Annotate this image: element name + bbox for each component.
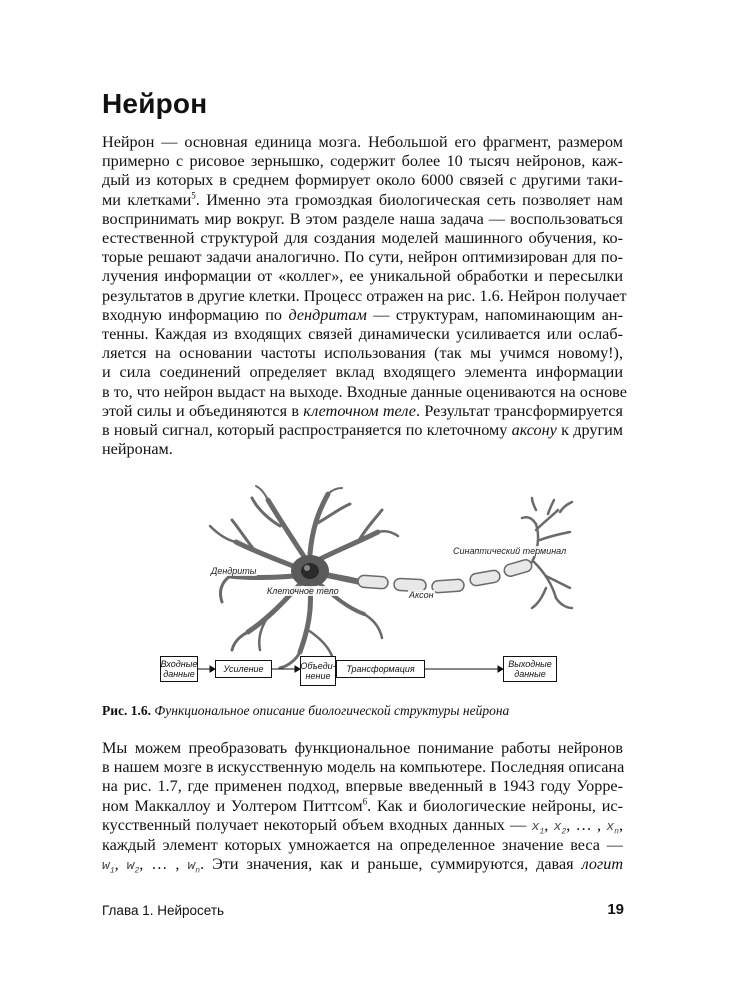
text-line: в нашем мозге в искусственную модель на компьютере. Последняя описана [102, 758, 625, 777]
text-line: дый из которых в среднем формирует около 6000 связей с другими таки- [102, 171, 623, 190]
text-line: $w_1$, $w_2$, … , $w_n$. Эти значения, как и раньше, суммируются, давая логит [102, 855, 624, 876]
text-line: лучения информации от «коллег», ее уникальной обработки и пересылки [102, 267, 623, 286]
neuron-figure [160, 480, 585, 690]
var-x2: $x_2$ [553, 818, 567, 837]
label-synaptic-terminal: Синаптический терминал [453, 546, 567, 556]
body-paragraph-1 [102, 133, 627, 459]
flow-output-box: Выходные данные [503, 656, 557, 682]
text-line: Мы можем преобразовать функциональное понимание работы нейронов [102, 739, 623, 757]
var-w1: $w_1$ [102, 858, 115, 876]
text-line: входную информацию по дендритам — структурам, напоминающим ан- [102, 305, 623, 324]
footnote-ref-5[interactable]: 5 [191, 190, 196, 201]
text-line: воспринимать мир вокруг. В этом разделе наша задача — воспользоваться [102, 209, 623, 228]
var-x1: $x_1$ [531, 818, 545, 837]
flow-amplification-box: Усиление [215, 660, 272, 678]
text-line: ляется на основании частоты использования (так мы учимся новому!), [102, 344, 623, 363]
var-xn: $x_n$ [606, 818, 619, 837]
flow-combination-box: Объеди-нение [300, 656, 336, 686]
caption-text: Функциональное описание биологической структуры нейрона [154, 703, 510, 718]
text-line: каждый элемент которых умножается на определенное значение веса — [102, 836, 623, 855]
text-line: результатов в другие клетки. Процесс отражен на рис. 1.6. Нейрон получает [102, 286, 627, 305]
text-line: тенны. Каждая из входящих связей динамически усиливается или ослаб- [102, 325, 623, 344]
text-line: ном Маккаллоу и Уолтером Питтсом$^6$. Как и биологические нейроны, ис- [102, 796, 624, 815]
text-line: примерно с рисовое зернышко, содержит более 10 тысяч нейронов, каж- [102, 152, 623, 171]
text-line: на рис. 1.7, где применен подход, впервые введенный в 1943 году Уорре- [102, 777, 623, 796]
footnote-ref-6[interactable]: 6 [362, 796, 368, 807]
page-number: 19 [607, 901, 624, 918]
text-line: нейронам. [102, 440, 173, 459]
running-footer-chapter: Глава 1. Нейросеть [102, 903, 225, 918]
text-line: и сила соединений определяет вклад входящего элемента информации [102, 363, 623, 382]
term-axon: аксону [511, 421, 557, 440]
term-logit: логит [581, 855, 624, 874]
var-wn: $w_n$ [187, 858, 201, 876]
text-line: Нейрон — основная единица мозга. Небольшой его фрагмент, размером [102, 133, 623, 151]
label-cell-body: Клеточное тело [267, 586, 339, 596]
term-cell-body: клеточном теле [303, 401, 416, 420]
text-line: естественной структурой для создания моделей машинного обучения, ко- [102, 229, 623, 248]
text-line: в то, что нейрон выдаст на выходе. Входные данные оцениваются на основе [102, 382, 627, 401]
caption-label: Рис. 1.6. [102, 703, 152, 718]
body-paragraph-2 [102, 739, 623, 875]
term-dendrites: дендритам [288, 305, 367, 324]
label-axon: Аксон [409, 590, 434, 600]
text-line: в новый сигнал, который распространяется по клеточному аксону к другим [102, 421, 623, 440]
label-dendrites: Дендриты [211, 566, 257, 576]
figure-caption [102, 703, 509, 719]
var-w2: $w_2$ [126, 858, 140, 876]
flow-input-box: Входные данные [160, 656, 198, 682]
text-line: ми клетками$^5$. Именно эта громоздкая биологическая сеть позволяет нам [102, 190, 623, 209]
text-line: этой силы и объединяются в клеточном теле. Результат трансформируется [102, 401, 623, 420]
text-line: кусственный получает некоторый объем входных данных — $x_1$, $x_2$, … , $x_n$, [102, 815, 624, 837]
text-line: торые решают задачи аналогично. По сути, нейрон оптимизирован для по- [102, 248, 623, 267]
section-heading: Нейрон [102, 88, 208, 119]
flow-transformation-box: Трансформация [336, 660, 425, 678]
